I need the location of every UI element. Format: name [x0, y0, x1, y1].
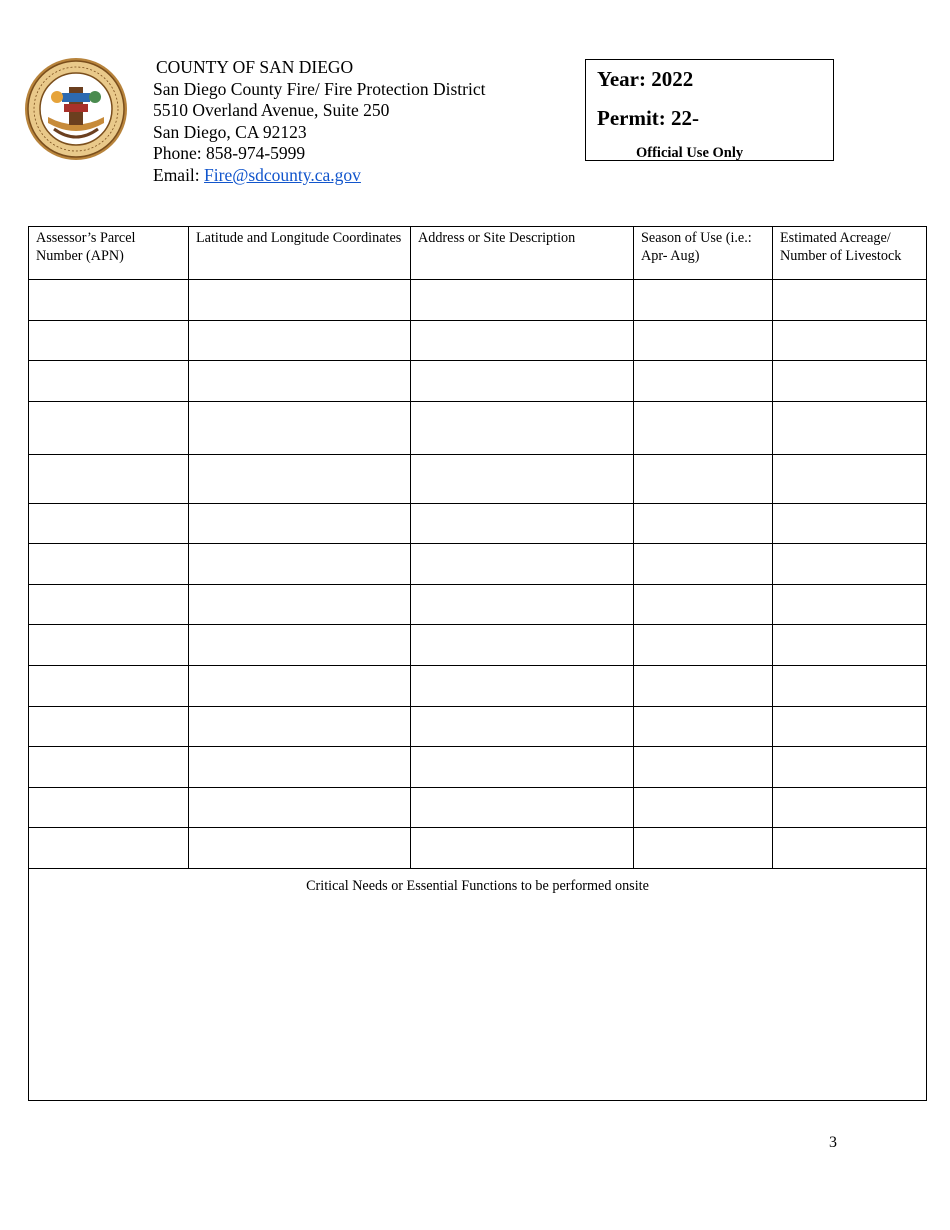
table-cell[interactable] — [29, 402, 189, 455]
table-cell[interactable] — [411, 361, 634, 402]
table-cell[interactable] — [634, 625, 773, 666]
permit-label: Permit: 22- — [597, 106, 700, 130]
table-cell[interactable] — [29, 707, 189, 747]
table-row — [29, 747, 927, 788]
table-cell[interactable] — [411, 280, 634, 321]
page-number: 3 — [829, 1134, 837, 1151]
table-cell[interactable] — [773, 361, 927, 402]
table-cell[interactable] — [189, 280, 411, 321]
table-cell[interactable] — [773, 280, 927, 321]
table-cell[interactable] — [634, 402, 773, 455]
official-use-note: Official Use Only — [636, 145, 744, 161]
table-cell[interactable] — [189, 455, 411, 504]
table-cell[interactable] — [189, 625, 411, 666]
table-cell[interactable] — [634, 707, 773, 747]
table-cell[interactable] — [189, 828, 411, 869]
table-row — [29, 788, 927, 828]
table-cell[interactable] — [634, 361, 773, 402]
table-cell[interactable] — [773, 666, 927, 707]
table-cell[interactable] — [634, 280, 773, 321]
table-row — [29, 828, 927, 869]
table-body — [29, 280, 927, 1101]
table-cell[interactable] — [773, 402, 927, 455]
table-row — [29, 455, 927, 504]
table-cell[interactable] — [29, 666, 189, 707]
city-state-zip: San Diego, CA 92123 — [153, 121, 307, 142]
table-row — [29, 625, 927, 666]
table-cell[interactable] — [189, 585, 411, 625]
col-header-coordinates: Latitude and Longitude Coordinates — [189, 227, 411, 280]
table-cell[interactable] — [189, 788, 411, 828]
table-cell[interactable] — [189, 544, 411, 585]
table-cell[interactable] — [29, 321, 189, 361]
official-use-box — [585, 59, 834, 161]
year-label: Year: 2022 — [597, 67, 694, 91]
table-cell[interactable] — [29, 828, 189, 869]
table-cell[interactable] — [29, 280, 189, 321]
street-address: 5510 Overland Avenue, Suite 250 — [153, 100, 390, 121]
critical-needs-row — [29, 869, 927, 1101]
table-cell[interactable] — [411, 788, 634, 828]
district-name: San Diego County Fire/ Fire Protection District — [153, 78, 486, 99]
table-cell[interactable] — [634, 455, 773, 504]
table-cell[interactable] — [29, 455, 189, 504]
table-cell[interactable] — [411, 747, 634, 788]
table-cell[interactable] — [411, 707, 634, 747]
table-cell[interactable] — [29, 361, 189, 402]
table-cell[interactable] — [189, 666, 411, 707]
table-cell[interactable] — [411, 321, 634, 361]
email-line — [153, 165, 485, 187]
table-row — [29, 585, 927, 625]
table-row — [29, 707, 927, 747]
table-cell[interactable] — [189, 402, 411, 455]
table-cell[interactable] — [773, 455, 927, 504]
table-cell[interactable] — [411, 504, 634, 544]
county-name: COUNTY OF SAN DIEGO — [156, 57, 354, 77]
table-cell[interactable] — [189, 504, 411, 544]
table-cell[interactable] — [634, 747, 773, 788]
email-label: Email: — [153, 164, 205, 185]
table-cell[interactable] — [773, 321, 927, 361]
county-seal-logo — [24, 57, 128, 161]
table-cell[interactable] — [773, 585, 927, 625]
table-cell[interactable] — [411, 585, 634, 625]
parcel-table — [28, 226, 927, 1101]
table-cell[interactable] — [29, 585, 189, 625]
table-header-row — [29, 227, 927, 280]
table-row — [29, 280, 927, 321]
critical-needs-field[interactable] — [29, 869, 927, 1101]
col-header-season: Season of Use (i.e.: Apr- Aug) — [634, 227, 773, 280]
table-cell[interactable] — [773, 828, 927, 869]
table-cell[interactable] — [189, 321, 411, 361]
table-cell[interactable] — [634, 828, 773, 869]
table-cell[interactable] — [29, 504, 189, 544]
table-cell[interactable] — [634, 788, 773, 828]
table-cell[interactable] — [773, 625, 927, 666]
table-cell[interactable] — [773, 788, 927, 828]
table-cell[interactable] — [773, 707, 927, 747]
email-link[interactable]: Fire@sdcounty.ca.gov — [204, 164, 361, 185]
table-cell[interactable] — [634, 321, 773, 361]
table-cell[interactable] — [634, 666, 773, 707]
table-row — [29, 402, 927, 455]
table-cell[interactable] — [189, 707, 411, 747]
table-cell[interactable] — [29, 788, 189, 828]
table-cell[interactable] — [411, 455, 634, 504]
col-header-acreage: Estimated Acreage/ Number of Livestock — [773, 227, 927, 280]
phone-number: Phone: 858-974-5999 — [153, 143, 306, 164]
table-row — [29, 361, 927, 402]
table-cell[interactable] — [411, 666, 634, 707]
table-cell[interactable] — [189, 361, 411, 402]
table-cell[interactable] — [634, 585, 773, 625]
table-cell[interactable] — [411, 544, 634, 585]
table-cell[interactable] — [773, 544, 927, 585]
table-cell[interactable] — [634, 544, 773, 585]
table-cell[interactable] — [29, 625, 189, 666]
col-header-address: Address or Site Description — [411, 227, 634, 280]
table-row — [29, 504, 927, 544]
table-cell[interactable] — [411, 625, 634, 666]
table-cell[interactable] — [29, 544, 189, 585]
agency-address-block — [153, 57, 485, 187]
table-cell[interactable] — [773, 504, 927, 544]
table-row — [29, 321, 927, 361]
table-cell[interactable] — [773, 747, 927, 788]
table-cell[interactable] — [634, 504, 773, 544]
col-header-apn: Assessor’s Parcel Number (APN) — [29, 227, 189, 280]
table-cell[interactable] — [29, 747, 189, 788]
critical-needs-label: Critical Needs or Essential Functions to be performed onsite — [306, 878, 649, 894]
table-row — [29, 544, 927, 585]
table-row — [29, 666, 927, 707]
table-cell[interactable] — [411, 402, 634, 455]
table-cell[interactable] — [411, 828, 634, 869]
table-cell[interactable] — [189, 747, 411, 788]
